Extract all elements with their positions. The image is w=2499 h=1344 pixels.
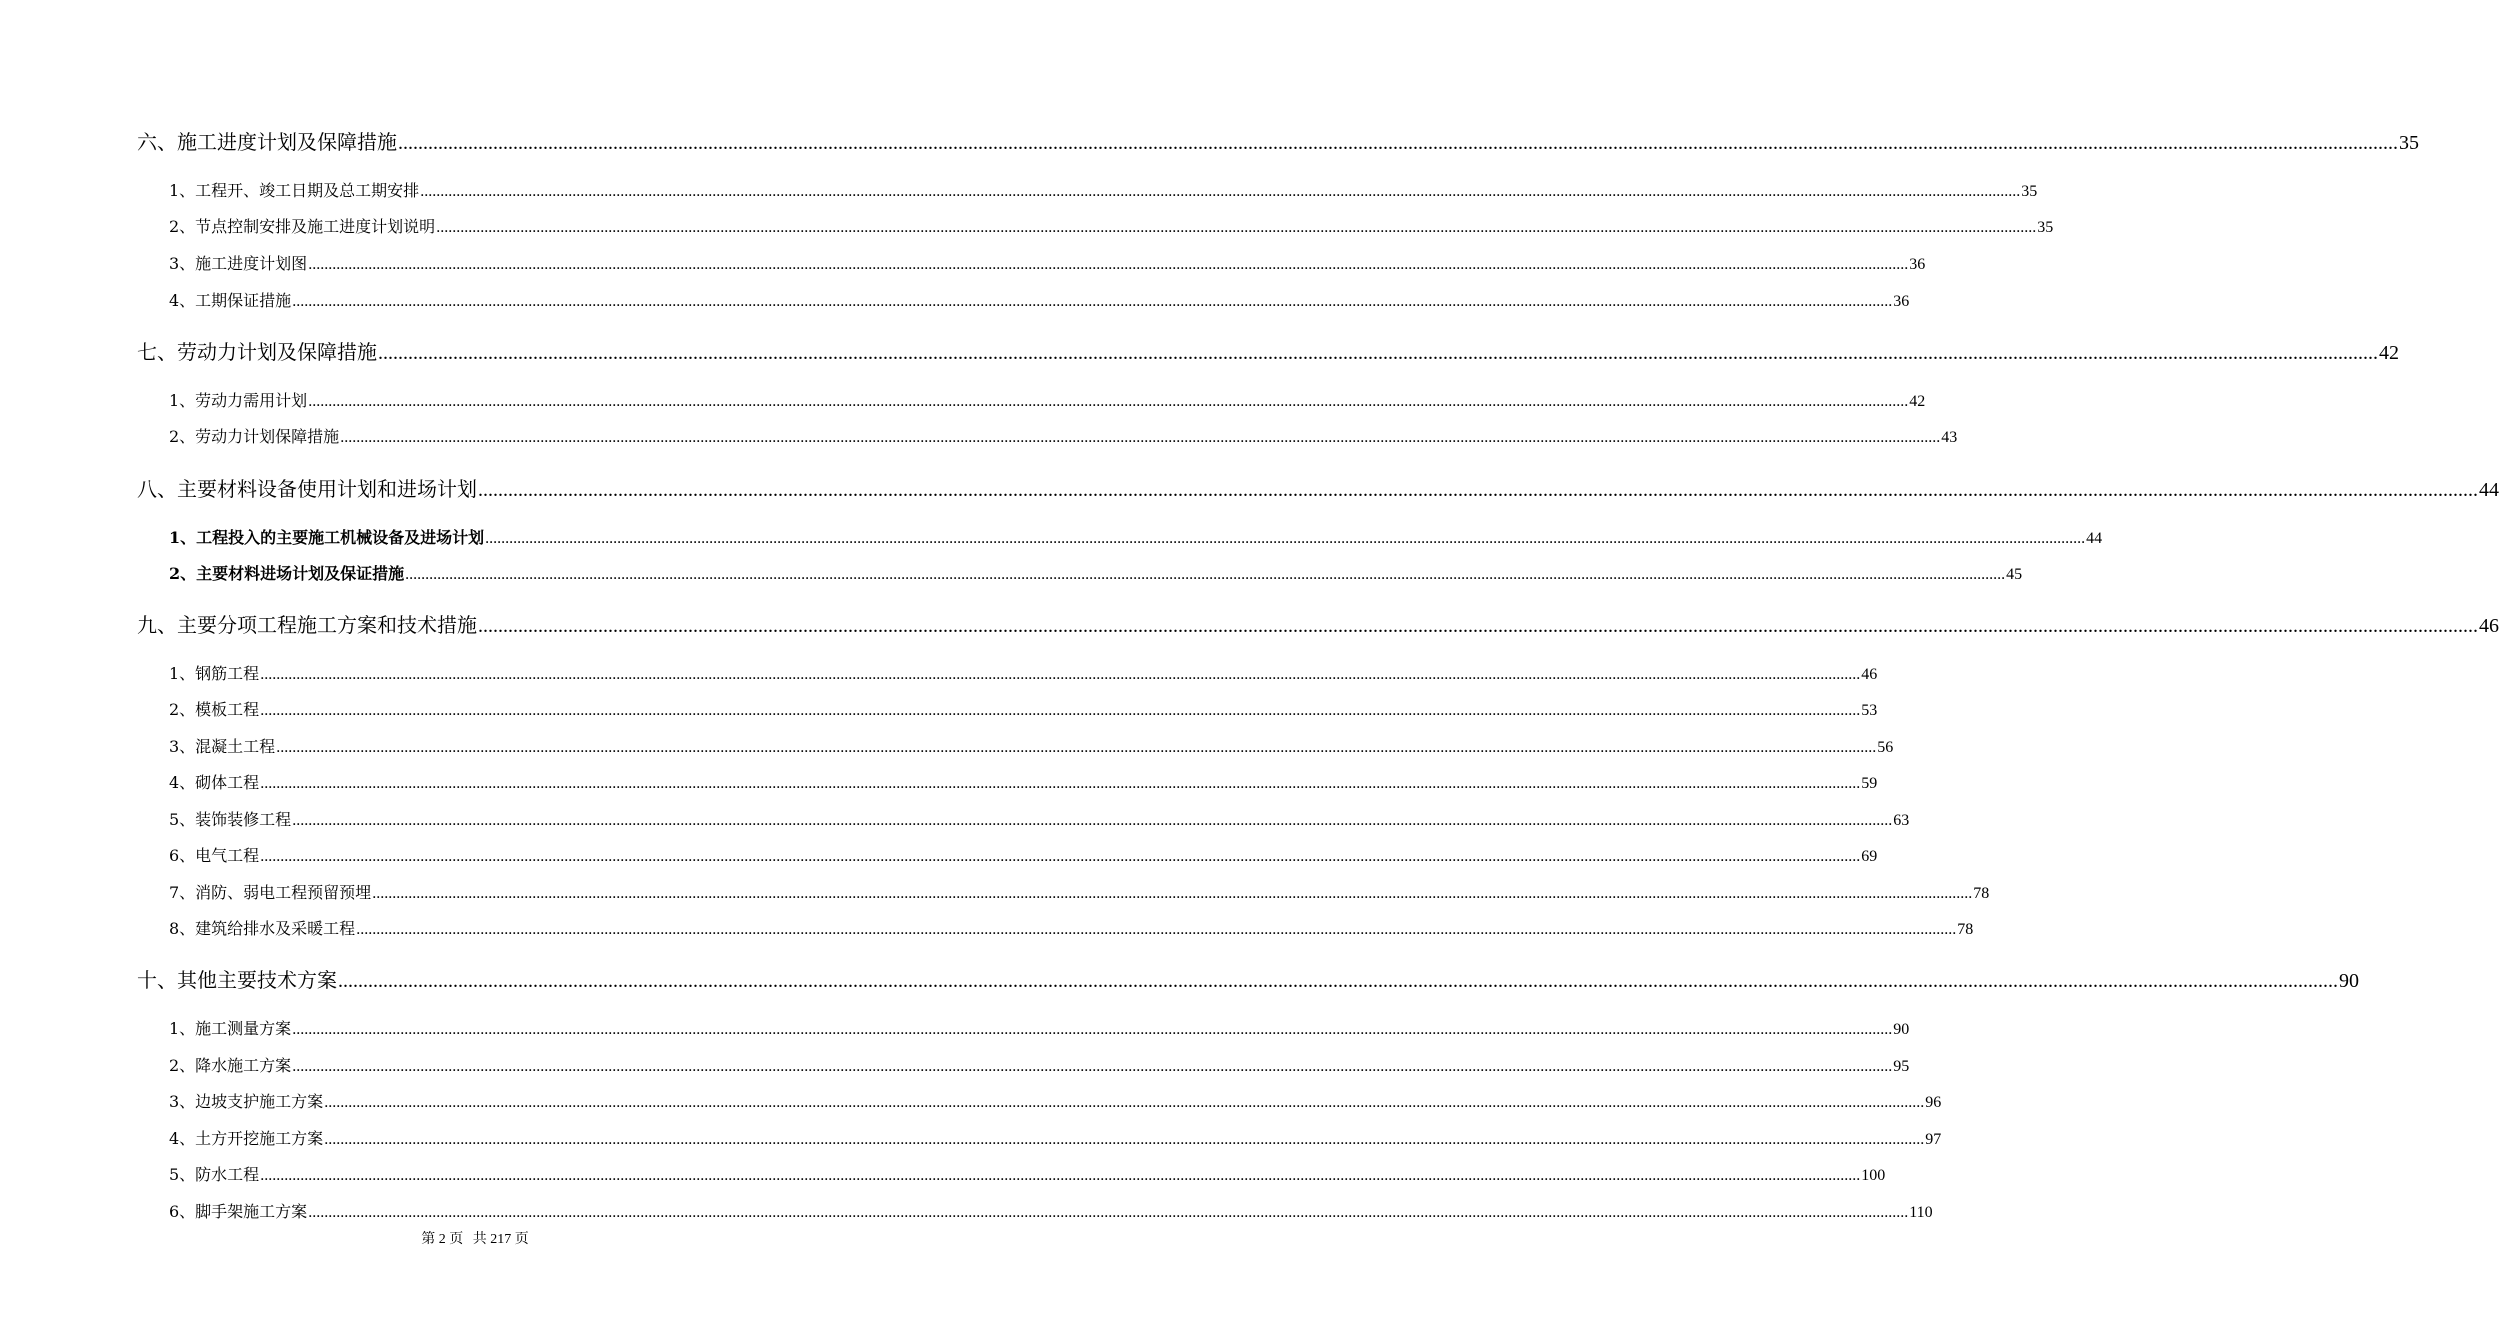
toc-section-entry[interactable] bbox=[169, 251, 1926, 274]
toc-section-entry[interactable] bbox=[169, 525, 2103, 548]
toc-dot-leader: ................................................................................................................................................................................................................................................................................................................................................................................................................ bbox=[260, 775, 1861, 792]
toc-dot-leader: ................................................................................................................................................................................................................................................................................................................................................................................................................ bbox=[398, 132, 2398, 154]
toc-section-entry[interactable] bbox=[169, 1199, 1933, 1222]
toc-chapter-entry[interactable] bbox=[137, 126, 2419, 155]
toc-entry-label: 4、土方开挖施工方案 bbox=[169, 1129, 324, 1148]
toc-dot-leader: ................................................................................................................................................................................................................................................................................................................................................................................................................ bbox=[420, 183, 2021, 200]
toc-section-entry[interactable] bbox=[169, 1162, 1886, 1185]
toc-entry-label: 十、其他主要技术方案 bbox=[137, 968, 337, 992]
toc-section-entry[interactable] bbox=[169, 770, 1878, 793]
toc-chapter-entry[interactable] bbox=[137, 609, 2499, 638]
total-pages-label: 共 217 页 bbox=[472, 1232, 529, 1247]
toc-dot-leader: ................................................................................................................................................................................................................................................................................................................................................................................................................ bbox=[292, 293, 1893, 310]
toc-page-number: 46 bbox=[1861, 666, 1878, 683]
toc-section-entry[interactable] bbox=[169, 1016, 1910, 1039]
toc-dot-leader: ................................................................................................................................................................................................................................................................................................................................................................................................................ bbox=[308, 256, 1909, 273]
toc-page-number: 53 bbox=[1861, 702, 1878, 719]
toc-page-number: 43 bbox=[1941, 429, 1958, 446]
toc-dot-leader: ................................................................................................................................................................................................................................................................................................................................................................................................................ bbox=[324, 1131, 1925, 1148]
toc-entry-label: 8、建筑给排水及采暖工程 bbox=[169, 919, 356, 938]
toc-chapter-entry[interactable] bbox=[137, 336, 2399, 365]
toc-page-number: 96 bbox=[1925, 1094, 1942, 1111]
toc-entry-label: 2、劳动力计划保障措施 bbox=[169, 427, 340, 446]
toc-entry-label: 5、装饰装修工程 bbox=[169, 810, 292, 829]
toc-section-entry[interactable] bbox=[169, 424, 1958, 447]
toc-entry-label: 八、主要材料设备使用计划和进场计划 bbox=[137, 477, 477, 501]
toc-dot-leader: ................................................................................................................................................................................................................................................................................................................................................................................................................ bbox=[478, 479, 2478, 501]
toc-page-number: 56 bbox=[1877, 739, 1894, 756]
toc-page-number: 90 bbox=[1893, 1021, 1910, 1038]
toc-entry-label: 1、钢筋工程 bbox=[169, 664, 260, 683]
toc-dot-leader: ................................................................................................................................................................................................................................................................................................................................................................................................................ bbox=[308, 1204, 1909, 1221]
toc-chapter-entry[interactable] bbox=[137, 964, 2359, 993]
toc-entry-label: 7、消防、弱电工程预留预埋 bbox=[169, 883, 372, 902]
toc-dot-leader: ................................................................................................................................................................................................................................................................................................................................................................................................................ bbox=[260, 702, 1861, 719]
toc-entry-label: 3、混凝土工程 bbox=[169, 737, 276, 756]
toc-section-entry[interactable] bbox=[169, 214, 2054, 237]
toc-entry-label: 3、边坡支护施工方案 bbox=[169, 1092, 324, 1111]
toc-section-entry[interactable] bbox=[169, 178, 2038, 201]
toc-dot-leader: ................................................................................................................................................................................................................................................................................................................................................................................................................ bbox=[356, 921, 1957, 938]
current-page-label: 第 2 页 bbox=[421, 1232, 464, 1247]
toc-page-number: 90 bbox=[2339, 970, 2359, 992]
toc-section-entry[interactable] bbox=[169, 916, 1974, 939]
toc-page-number: 35 bbox=[2037, 219, 2054, 236]
toc-dot-leader: ................................................................................................................................................................................................................................................................................................................................................................................................................ bbox=[338, 970, 2338, 992]
toc-entry-label: 4、砌体工程 bbox=[169, 773, 260, 792]
toc-dot-leader: ................................................................................................................................................................................................................................................................................................................................................................................................................ bbox=[378, 342, 2378, 364]
toc-page-number: 46 bbox=[2479, 615, 2499, 637]
toc-dot-leader: ................................................................................................................................................................................................................................................................................................................................................................................................................ bbox=[292, 1058, 1893, 1075]
toc-page-number: 36 bbox=[1893, 293, 1910, 310]
toc-dot-leader: ................................................................................................................................................................................................................................................................................................................................................................................................................ bbox=[478, 615, 2478, 637]
toc-section-entry[interactable] bbox=[169, 697, 1878, 720]
toc-page-number: 42 bbox=[2379, 342, 2399, 364]
toc-page-number: 95 bbox=[1893, 1058, 1910, 1075]
toc-page-number: 44 bbox=[2479, 479, 2499, 501]
toc-entry-label: 九、主要分项工程施工方案和技术措施 bbox=[137, 613, 477, 637]
toc-entry-label: 1、工程开、竣工日期及总工期安排 bbox=[169, 181, 420, 200]
toc-dot-leader: ................................................................................................................................................................................................................................................................................................................................................................................................................ bbox=[485, 530, 2086, 547]
toc-page-number: 63 bbox=[1893, 812, 1910, 829]
toc-page-number: 100 bbox=[1861, 1167, 1886, 1184]
toc-entry-label: 七、劳动力计划及保障措施 bbox=[137, 340, 377, 364]
toc-entry-label: 5、防水工程 bbox=[169, 1165, 260, 1184]
toc-page-number: 59 bbox=[1861, 775, 1878, 792]
toc-chapter-entry[interactable] bbox=[137, 473, 2499, 502]
toc-page-number: 42 bbox=[1909, 393, 1926, 410]
toc-page-number: 78 bbox=[1957, 921, 1974, 938]
toc-page-number: 97 bbox=[1925, 1131, 1942, 1148]
toc-page-number: 69 bbox=[1861, 848, 1878, 865]
toc-page-number: 110 bbox=[1909, 1204, 1933, 1221]
toc-entry-label: 1、施工测量方案 bbox=[169, 1019, 292, 1038]
toc-dot-leader: ................................................................................................................................................................................................................................................................................................................................................................................................................ bbox=[260, 848, 1861, 865]
toc-entry-label: 4、工期保证措施 bbox=[169, 291, 292, 310]
toc-page-number: 78 bbox=[1973, 885, 1990, 902]
toc-entry-label: 2、主要材料进场计划及保证措施 bbox=[169, 564, 405, 583]
toc-page-number: 35 bbox=[2021, 183, 2038, 200]
toc-entry-label: 2、节点控制安排及施工进度计划说明 bbox=[169, 217, 436, 236]
toc-dot-leader: ................................................................................................................................................................................................................................................................................................................................................................................................................ bbox=[260, 1167, 1861, 1184]
toc-page-number: 35 bbox=[2399, 132, 2419, 154]
toc-dot-leader: ................................................................................................................................................................................................................................................................................................................................................................................................................ bbox=[308, 393, 1909, 410]
toc-dot-leader: ................................................................................................................................................................................................................................................................................................................................................................................................................ bbox=[292, 1021, 1893, 1038]
toc-entry-label: 1、劳动力需用计划 bbox=[169, 391, 308, 410]
toc-dot-leader: ................................................................................................................................................................................................................................................................................................................................................................................................................ bbox=[372, 885, 1973, 902]
toc-entry-label: 6、脚手架施工方案 bbox=[169, 1202, 308, 1221]
toc-section-entry[interactable] bbox=[169, 561, 2023, 584]
page-footer bbox=[0, 1228, 950, 1248]
toc-page-number: 44 bbox=[2086, 530, 2103, 547]
toc-section-entry[interactable] bbox=[169, 388, 1926, 411]
toc-dot-leader: ................................................................................................................................................................................................................................................................................................................................................................................................................ bbox=[405, 566, 2006, 583]
toc-section-entry[interactable] bbox=[169, 807, 1910, 830]
toc-dot-leader: ................................................................................................................................................................................................................................................................................................................................................................................................................ bbox=[436, 219, 2037, 236]
toc-entry-label: 6、电气工程 bbox=[169, 846, 260, 865]
toc-page-number: 36 bbox=[1909, 256, 1926, 273]
toc-entry-label: 2、模板工程 bbox=[169, 700, 260, 719]
toc-dot-leader: ................................................................................................................................................................................................................................................................................................................................................................................................................ bbox=[260, 666, 1861, 683]
toc-page-number: 45 bbox=[2006, 566, 2023, 583]
toc-section-entry[interactable] bbox=[169, 288, 1910, 311]
toc-dot-leader: ................................................................................................................................................................................................................................................................................................................................................................................................................ bbox=[340, 429, 1941, 446]
toc-section-entry[interactable] bbox=[169, 843, 1878, 866]
toc-entry-label: 3、施工进度计划图 bbox=[169, 254, 308, 273]
toc-dot-leader: ................................................................................................................................................................................................................................................................................................................................................................................................................ bbox=[324, 1094, 1925, 1111]
toc-dot-leader: ................................................................................................................................................................................................................................................................................................................................................................................................................ bbox=[276, 739, 1877, 756]
toc-section-entry[interactable] bbox=[169, 1089, 1942, 1112]
toc-section-entry[interactable] bbox=[169, 880, 1990, 903]
toc-section-entry[interactable] bbox=[169, 661, 1878, 684]
toc-entry-label: 2、降水施工方案 bbox=[169, 1056, 292, 1075]
toc-section-entry[interactable] bbox=[169, 1053, 1910, 1076]
toc-dot-leader: ................................................................................................................................................................................................................................................................................................................................................................................................................ bbox=[292, 812, 1893, 829]
toc-entry-label: 六、施工进度计划及保障措施 bbox=[137, 130, 397, 154]
toc-entry-label: 1、工程投入的主要施工机械设备及进场计划 bbox=[169, 528, 485, 547]
toc-section-entry[interactable] bbox=[169, 1126, 1942, 1149]
toc-section-entry[interactable] bbox=[169, 734, 1894, 757]
